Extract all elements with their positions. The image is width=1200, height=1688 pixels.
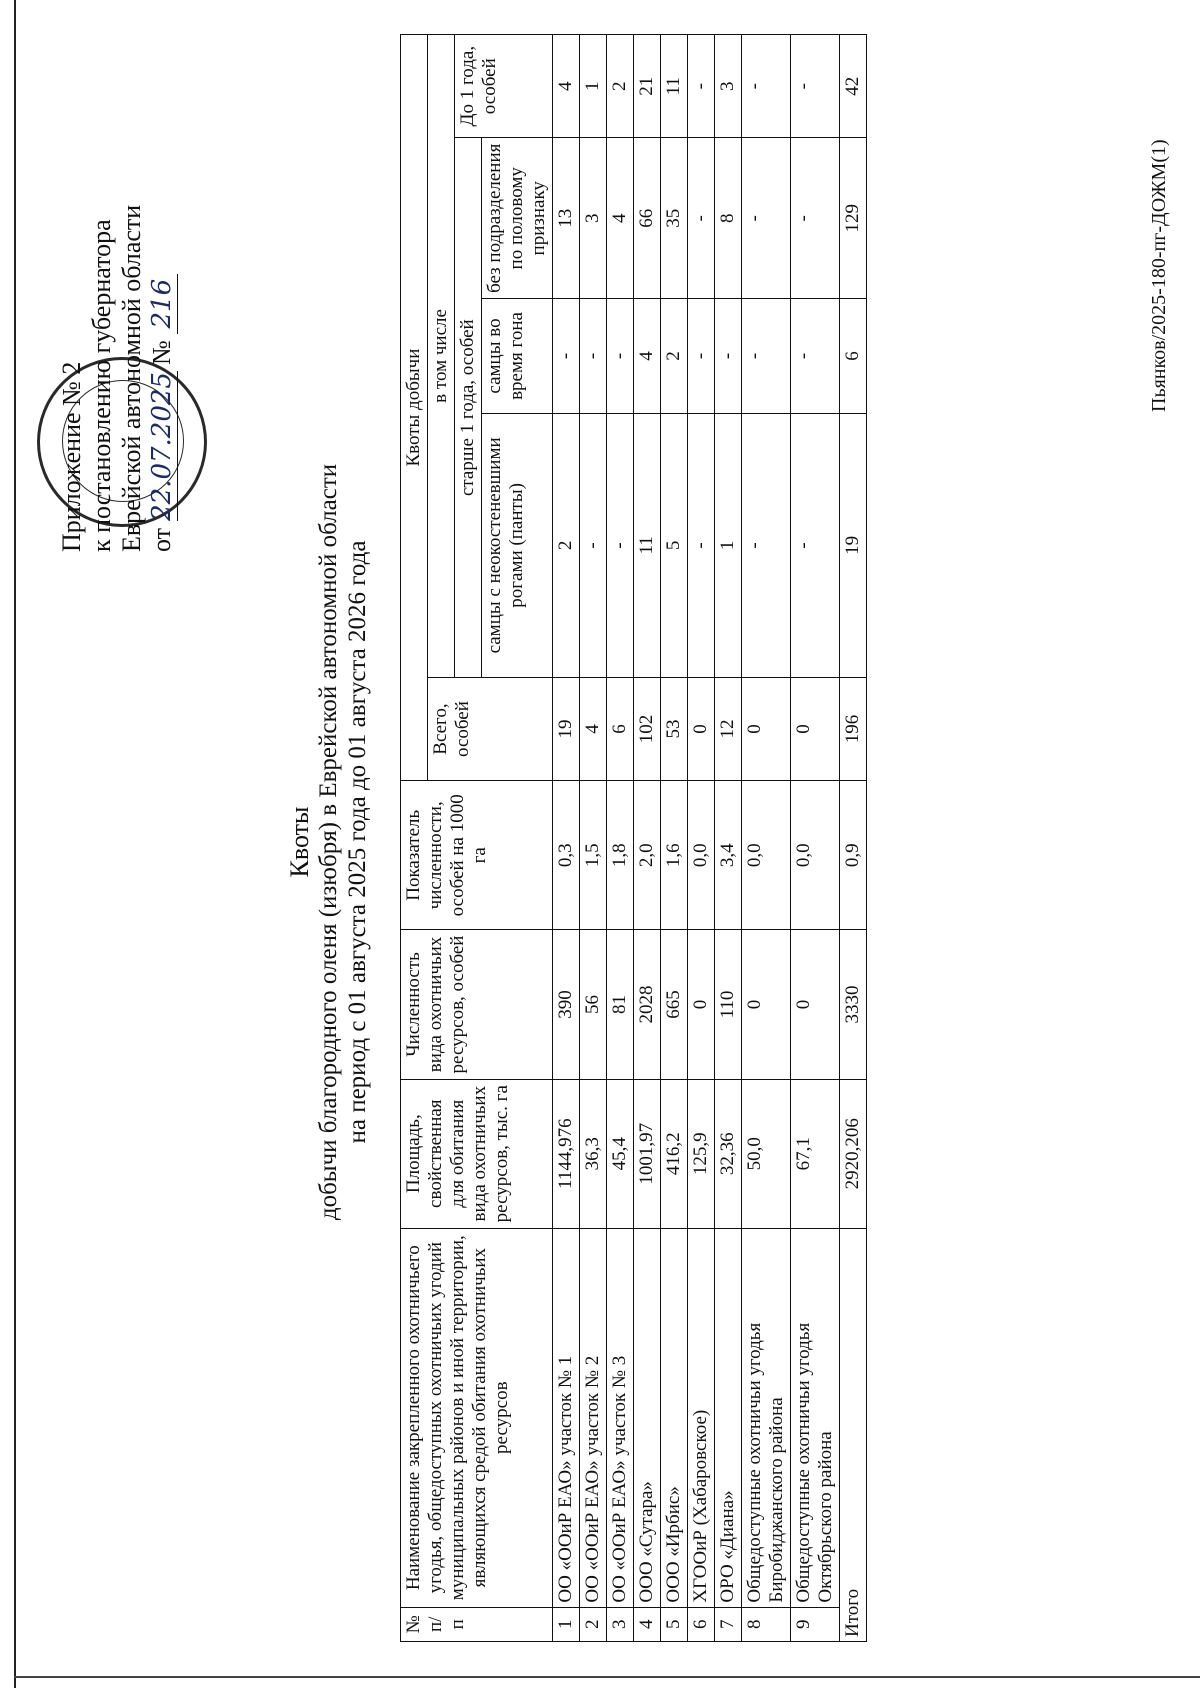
cell-area: 45,4 bbox=[607, 1079, 634, 1228]
header-num: № п/п bbox=[401, 1607, 553, 1641]
document-title bbox=[285, 12, 372, 1672]
cell-under1: 11 bbox=[661, 35, 688, 138]
cell-rut: - bbox=[580, 299, 607, 414]
header-quotas: Квоты добычи bbox=[401, 35, 428, 781]
cell-density: 1,5 bbox=[580, 781, 607, 930]
cell-num: 5 bbox=[661, 1607, 688, 1641]
cell-num: 4 bbox=[634, 1607, 661, 1641]
header-area: Площадь, свойственная для обитания вида охотничьих ресурсов, тыс. га bbox=[401, 1079, 553, 1228]
cell-total-under1: 42 bbox=[840, 35, 867, 138]
cell-rut: - bbox=[791, 299, 840, 414]
cell-antlers: - bbox=[607, 413, 634, 677]
cell-total-density: 0,9 bbox=[840, 781, 867, 930]
cell-total: 4 bbox=[580, 677, 607, 780]
cell-total: 0 bbox=[742, 677, 791, 780]
title-line1: Квоты bbox=[285, 806, 314, 878]
cell-population: 81 bbox=[607, 930, 634, 1079]
cell-num: 3 bbox=[607, 1607, 634, 1641]
appendix-number: Приложение № 2 bbox=[57, 361, 86, 552]
table-row bbox=[553, 35, 580, 1642]
cell-total: 6 bbox=[607, 677, 634, 780]
cell-rut: - bbox=[715, 299, 742, 414]
cell-antlers: - bbox=[742, 413, 791, 677]
cell-antlers: 1 bbox=[715, 413, 742, 677]
cell-name: ОО «ООиР ЕАО» участок № 3 bbox=[607, 1228, 634, 1607]
title-line2: добычи благородного оленя (изюбря) в Еврейской автономной области bbox=[315, 463, 342, 1221]
cell-nosex: 13 bbox=[553, 138, 580, 299]
cell-population: 2028 bbox=[634, 930, 661, 1079]
cell-total-antlers: 19 bbox=[840, 413, 867, 677]
table-row bbox=[791, 35, 840, 1642]
cell-antlers: - bbox=[580, 413, 607, 677]
number-prefix: № bbox=[147, 340, 176, 365]
cell-under1: - bbox=[688, 35, 715, 138]
cell-num: 6 bbox=[688, 1607, 715, 1641]
cell-nosex: - bbox=[742, 138, 791, 299]
cell-under1: 2 bbox=[607, 35, 634, 138]
table-row bbox=[661, 35, 688, 1642]
appendix-line2: к постановлению губернатора bbox=[87, 219, 116, 552]
cell-total-label: Итого bbox=[840, 1228, 867, 1641]
appendix-line3: Еврейской автономной области bbox=[117, 204, 146, 552]
cell-density: 0,0 bbox=[688, 781, 715, 930]
cell-name: ОРО «Диана» bbox=[715, 1228, 742, 1607]
cell-antlers: - bbox=[791, 413, 840, 677]
cell-num: 2 bbox=[580, 1607, 607, 1641]
cell-population: 390 bbox=[553, 930, 580, 1079]
cell-area: 125,9 bbox=[688, 1079, 715, 1228]
cell-antlers: 2 bbox=[553, 413, 580, 677]
header-total: Всего, особей bbox=[428, 677, 553, 780]
header-density: Показатель численности, особей на 1000 га bbox=[401, 781, 553, 930]
cell-num: 1 bbox=[553, 1607, 580, 1641]
cell-density: 2,0 bbox=[634, 781, 661, 930]
header-population: Численность вида охотничьих ресурсов, особей bbox=[401, 930, 553, 1079]
header-males-antlers: самцы с неокостеневшими рогами (панты) bbox=[482, 413, 553, 677]
rotated-document bbox=[25, 12, 1175, 1672]
date-prefix: от bbox=[147, 527, 176, 552]
cell-population: 665 bbox=[661, 930, 688, 1079]
cell-area: 67,1 bbox=[791, 1079, 840, 1228]
cell-antlers: 5 bbox=[661, 413, 688, 677]
header-older: старше 1 года, особей bbox=[455, 138, 482, 677]
cell-total: 0 bbox=[688, 677, 715, 780]
cell-name: ООО «Ирбис» bbox=[661, 1228, 688, 1607]
cell-num: 9 bbox=[791, 1607, 840, 1641]
table-row bbox=[715, 35, 742, 1642]
cell-nosex: - bbox=[688, 138, 715, 299]
cell-density: 3,4 bbox=[715, 781, 742, 930]
cell-population: 0 bbox=[742, 930, 791, 1079]
cell-under1: 4 bbox=[553, 35, 580, 138]
cell-nosex: - bbox=[791, 138, 840, 299]
quota-table-wrapper bbox=[400, 34, 867, 1642]
cell-total-rut: 6 bbox=[840, 299, 867, 414]
title-line3: на период с 01 августа 2025 года до 01 августа 2026 года bbox=[344, 540, 371, 1144]
cell-rut: 4 bbox=[634, 299, 661, 414]
appendix-block bbox=[57, 0, 178, 552]
cell-name: ХГООиР (Хабаровское) bbox=[688, 1228, 715, 1607]
cell-antlers: - bbox=[688, 413, 715, 677]
header-no-sex: без подразделения по половому признаку bbox=[482, 138, 553, 299]
table-row bbox=[580, 35, 607, 1642]
cell-antlers: 11 bbox=[634, 413, 661, 677]
cell-rut: - bbox=[688, 299, 715, 414]
cell-rut: - bbox=[742, 299, 791, 414]
cell-area: 50,0 bbox=[742, 1079, 791, 1228]
page-border-bottom bbox=[14, 1676, 1200, 1678]
cell-nosex: 3 bbox=[580, 138, 607, 299]
cell-total: 102 bbox=[634, 677, 661, 780]
cell-total-population: 3330 bbox=[840, 930, 867, 1079]
cell-density: 1,8 bbox=[607, 781, 634, 930]
cell-nosex: 8 bbox=[715, 138, 742, 299]
cell-total: 0 bbox=[791, 677, 840, 780]
cell-total: 12 bbox=[715, 677, 742, 780]
table-row bbox=[742, 35, 791, 1642]
cell-nosex: 4 bbox=[607, 138, 634, 299]
table-row bbox=[688, 35, 715, 1642]
cell-name: Общедоступные охотничьи угодья Биробиджанского района bbox=[742, 1228, 791, 1607]
cell-total-total: 196 bbox=[840, 677, 867, 780]
quota-table-body bbox=[553, 35, 867, 1642]
cell-total: 53 bbox=[661, 677, 688, 780]
header-under1: До 1 года, особей bbox=[455, 35, 553, 138]
table-total-row bbox=[840, 35, 867, 1642]
cell-total-nosex: 129 bbox=[840, 138, 867, 299]
cell-under1: - bbox=[791, 35, 840, 138]
number-value: 216 bbox=[147, 274, 178, 334]
cell-population: 0 bbox=[688, 930, 715, 1079]
appendix-date-line bbox=[147, 0, 178, 552]
cell-total-area: 2920,206 bbox=[840, 1079, 867, 1228]
cell-area: 416,2 bbox=[661, 1079, 688, 1228]
cell-under1: 3 bbox=[715, 35, 742, 138]
header-name: Наименование закрепленного охотничьего угодья, общедоступных охотничьих угодий муниципальных районов и иной территории, являющихся средой обитания охотничьих ресурсов bbox=[401, 1228, 553, 1607]
cell-population: 56 bbox=[580, 930, 607, 1079]
cell-area: 36,3 bbox=[580, 1079, 607, 1228]
cell-rut: - bbox=[553, 299, 580, 414]
cell-name: ОО «ООиР ЕАО» участок № 1 bbox=[553, 1228, 580, 1607]
cell-density: 1,6 bbox=[661, 781, 688, 930]
table-row bbox=[607, 35, 634, 1642]
cell-under1: - bbox=[742, 35, 791, 138]
date-value: 22.07.2025 bbox=[147, 372, 177, 521]
page-border-left bbox=[14, 0, 16, 1688]
cell-area: 32,36 bbox=[715, 1079, 742, 1228]
cell-num: 8 bbox=[742, 1607, 791, 1641]
header-including: в том числе bbox=[428, 35, 455, 678]
cell-density: 0,3 bbox=[553, 781, 580, 930]
cell-density: 0,0 bbox=[742, 781, 791, 930]
cell-population: 0 bbox=[791, 930, 840, 1079]
cell-density: 0,0 bbox=[791, 781, 840, 930]
cell-nosex: 66 bbox=[634, 138, 661, 299]
cell-nosex: 35 bbox=[661, 138, 688, 299]
cell-under1: 21 bbox=[634, 35, 661, 138]
quota-table bbox=[400, 34, 867, 1642]
cell-rut: - bbox=[607, 299, 634, 414]
cell-num: 7 bbox=[715, 1607, 742, 1641]
cell-under1: 1 bbox=[580, 35, 607, 138]
cell-name: ОО «ООиР ЕАО» участок № 2 bbox=[580, 1228, 607, 1607]
cell-area: 1001,97 bbox=[634, 1079, 661, 1228]
cell-rut: 2 bbox=[661, 299, 688, 414]
cell-total: 19 bbox=[553, 677, 580, 780]
cell-area: 1144,976 bbox=[553, 1079, 580, 1228]
header-males-rut: самцы во время гона bbox=[482, 299, 553, 414]
cell-population: 110 bbox=[715, 930, 742, 1079]
table-row bbox=[634, 35, 661, 1642]
footer-code: Пьянков/2025-180-пг-ДОЖМ(1) bbox=[1148, 139, 1170, 412]
cell-name: Общедоступные охотничьи угодья Октябрьского района bbox=[791, 1228, 840, 1607]
cell-name: ООО «Сутара» bbox=[634, 1228, 661, 1607]
